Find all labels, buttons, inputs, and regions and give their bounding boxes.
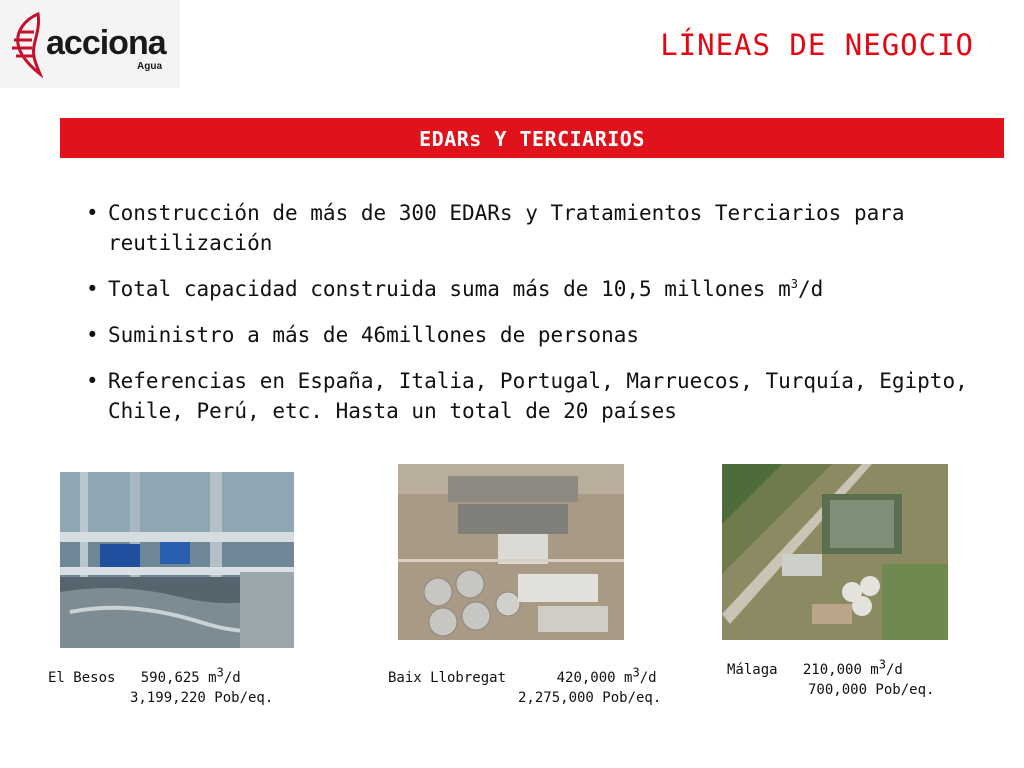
- caption-capacity: 420,000 m: [556, 670, 633, 686]
- superscript: 3: [790, 277, 798, 291]
- bullet-text: Referencias en España, Italia, Portugal, Marruecos, Turquía, Egipto, Chile, Perú, etc. Hasta un total de 20 países: [108, 369, 968, 423]
- caption-el-besos-pop: 3,199,220 Pob/eq.: [130, 690, 274, 706]
- caption-name: Málaga: [727, 662, 778, 678]
- caption-capacity: 210,000 m: [802, 662, 879, 678]
- section-banner: EDARs Y TERCIARIOS: [60, 118, 1004, 158]
- list-item: [86, 320, 986, 350]
- caption-name: Baix Llobregat: [388, 670, 507, 686]
- bullet-text-unit: /d: [797, 277, 824, 301]
- caption-baix-llobregat-pop: 2,275,000 Pob/eq.: [518, 690, 662, 706]
- list-item: [86, 366, 986, 426]
- caption-malaga: [727, 657, 903, 680]
- superscript: 3: [216, 665, 224, 680]
- bullet-text: Suministro a más de 46millones de personas: [108, 323, 640, 347]
- caption-capacity: 590,625 m: [140, 670, 217, 686]
- bullet-list: [86, 198, 986, 442]
- bullet-text: Total capacidad construida suma más de 10,5 millones m: [108, 277, 791, 301]
- bullet-icon: •: [86, 277, 99, 301]
- logo-subtitle: Agua: [137, 61, 162, 72]
- photo-el-besos: [60, 472, 294, 648]
- list-item: [86, 274, 986, 304]
- caption-malaga-pop: 700,000 Pob/eq.: [808, 682, 935, 698]
- acciona-leaf-icon: [10, 10, 50, 78]
- bullet-text: Construcción de más de 300 EDARs y Tratamientos Terciarios para reutilización: [108, 201, 905, 255]
- caption-unit: /d: [639, 670, 657, 686]
- bullet-icon: •: [86, 323, 99, 347]
- caption-unit: /d: [223, 670, 241, 686]
- superscript: 3: [632, 665, 640, 680]
- caption-unit: /d: [885, 662, 903, 678]
- photo-malaga: [722, 464, 948, 640]
- photo-baix-llobregat: [398, 464, 624, 640]
- list-item: [86, 198, 986, 258]
- page-title: LÍNEAS DE NEGOCIO: [660, 28, 974, 62]
- bullet-icon: •: [86, 201, 99, 225]
- bullet-icon: •: [86, 369, 99, 393]
- caption-el-besos: [48, 665, 241, 688]
- logo-wordmark: acciona: [46, 24, 166, 62]
- superscript: 3: [878, 657, 886, 672]
- caption-baix-llobregat: [388, 665, 657, 688]
- company-logo: [0, 0, 180, 88]
- caption-name: El Besos: [48, 670, 116, 686]
